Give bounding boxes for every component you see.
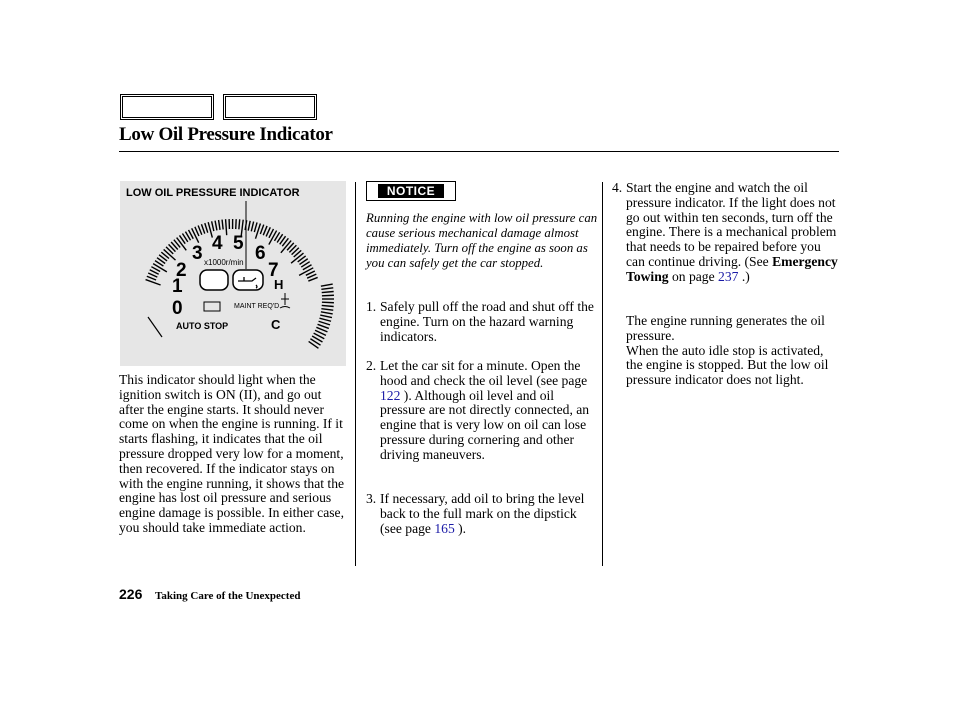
gauge-tick xyxy=(212,221,214,231)
gauge-tick xyxy=(251,222,253,232)
step-4 xyxy=(612,181,842,285)
temp-tick xyxy=(322,292,334,293)
gauge-tick xyxy=(263,226,267,235)
notice-warning: Running the engine with low oil pressure can cause serious mechanical damage almost immediately. Turn off the engine as soon as you can safely get the car stopped. xyxy=(366,211,598,270)
indicator-description: This indicator should light when the ignition switch is ON (II), and go out after the engine starts. It should never come on when the engine is running. If it starts flashing, it indicates that the oil pressure dropped very low for a moment, then recovered. If the indicator stays on with the engine running, it shows that the engine has lost oil pressure and serious engine damage is possible. In either case, you should take immediate action. xyxy=(119,372,345,535)
step-3-number: 3. xyxy=(366,491,377,506)
gauge-num-4: 4 xyxy=(212,233,223,254)
notice-box xyxy=(366,181,456,201)
step-1 xyxy=(366,300,594,344)
temp-tick xyxy=(322,302,334,303)
step-2 xyxy=(366,359,594,463)
tachometer-illustration xyxy=(120,181,346,366)
gauge-num-7: 7 xyxy=(268,260,279,281)
step-3-text: If necessary, add oil to bring the level back to the full mark on the dipstick (see page 165 ). xyxy=(380,491,585,536)
auto-stop-label: AUTO STOP xyxy=(176,321,229,331)
gauge-tick xyxy=(215,221,217,231)
gauge-num-1: 1 xyxy=(172,276,183,297)
page-number: 226 xyxy=(119,586,143,602)
temp-tick xyxy=(321,288,333,290)
temp-tick xyxy=(321,309,333,311)
step-4-text: Start the engine and watch the oil pressure indicator. If the light does not go out within ten seconds, turn off the engine. There is a mechanical problem that needs to be repaired before you can continue driving. (See Emergency Towing on page 237 .) xyxy=(626,180,838,284)
gauge-tick xyxy=(299,268,313,276)
battery-icon xyxy=(204,302,220,311)
section-title: Taking Care of the Unexpected xyxy=(155,590,301,602)
temp-tick xyxy=(321,312,333,314)
indicator-figure xyxy=(120,181,346,366)
auto-idle-stop-note: The engine running generates the oil pressure. When the auto idle stop is activated, the engine is stopped. But the low oil pressure indicator does not light. xyxy=(626,313,829,388)
temp-tick xyxy=(319,318,331,321)
step-2-text: Let the car sit for a minute. Open the hood and check the oil level (see page 122 ). Although oil level and oil pressure are not directly connected, an engine that is very low on oil can lose pressure during cornering and other driving maneuvers. xyxy=(380,358,590,462)
gauge-tick xyxy=(254,222,257,232)
oil-pressure-icon xyxy=(233,270,263,290)
rpm-unit: x1000r/min xyxy=(204,258,244,267)
nav-next-button[interactable] xyxy=(223,94,317,120)
temp-tick xyxy=(321,284,333,286)
step-1-number: 1. xyxy=(366,299,377,314)
page-title: Low Oil Pressure Indicator xyxy=(119,124,333,145)
check-engine-icon xyxy=(200,270,228,290)
temp-h: H xyxy=(274,277,284,292)
figure-label: LOW OIL PRESSURE INDICATOR xyxy=(126,187,300,199)
gauge-num-2: 2 xyxy=(176,260,187,281)
nav-prev-button[interactable] xyxy=(120,94,214,120)
gauge-num-6: 6 xyxy=(255,243,266,264)
gauge-num-3: 3 xyxy=(192,243,203,264)
gauge-num-5: 5 xyxy=(233,233,244,254)
notice-label: NOTICE xyxy=(378,184,444,198)
page-link-237[interactable]: 237 xyxy=(718,268,739,284)
maint-req-label: MAINT REQ'D xyxy=(234,303,280,310)
page-link-165[interactable]: 165 xyxy=(434,520,455,536)
emergency-towing-ref: Emergency Towing xyxy=(626,253,838,284)
gauge-tick xyxy=(248,221,250,231)
gauge-tick xyxy=(239,219,240,229)
column-divider-2 xyxy=(602,182,603,566)
page-link-122[interactable]: 122 xyxy=(380,387,401,403)
gauge-tick xyxy=(198,225,202,234)
step-4-number: 4. xyxy=(612,180,623,195)
temp-tick xyxy=(319,321,330,325)
gauge-tick xyxy=(269,231,277,245)
step-1-text: Safely pull off the road and shut off the engine. Turn on the hazard warning indicators. xyxy=(380,299,594,344)
gauge-tick xyxy=(308,277,317,281)
gauge-tick xyxy=(219,220,220,230)
column-divider-1 xyxy=(355,182,356,566)
gauge-tick xyxy=(146,280,161,285)
gauge-tick xyxy=(226,219,227,235)
gauge-tick xyxy=(205,223,208,233)
temp-tick xyxy=(322,295,334,296)
coolant-temp-icon xyxy=(280,293,290,308)
step-2-number: 2. xyxy=(366,358,377,373)
temp-tick xyxy=(320,315,332,318)
gauge-num-0: 0 xyxy=(172,298,183,319)
title-rule xyxy=(119,151,839,152)
step-3 xyxy=(366,492,594,536)
gauge-tick xyxy=(192,228,199,242)
gauge-tick xyxy=(147,276,156,280)
gauge-tick xyxy=(260,225,263,234)
gauge-tick xyxy=(222,220,223,230)
temp-c: C xyxy=(271,317,281,332)
temp-tick xyxy=(322,305,334,306)
gauge-tick xyxy=(201,224,204,233)
